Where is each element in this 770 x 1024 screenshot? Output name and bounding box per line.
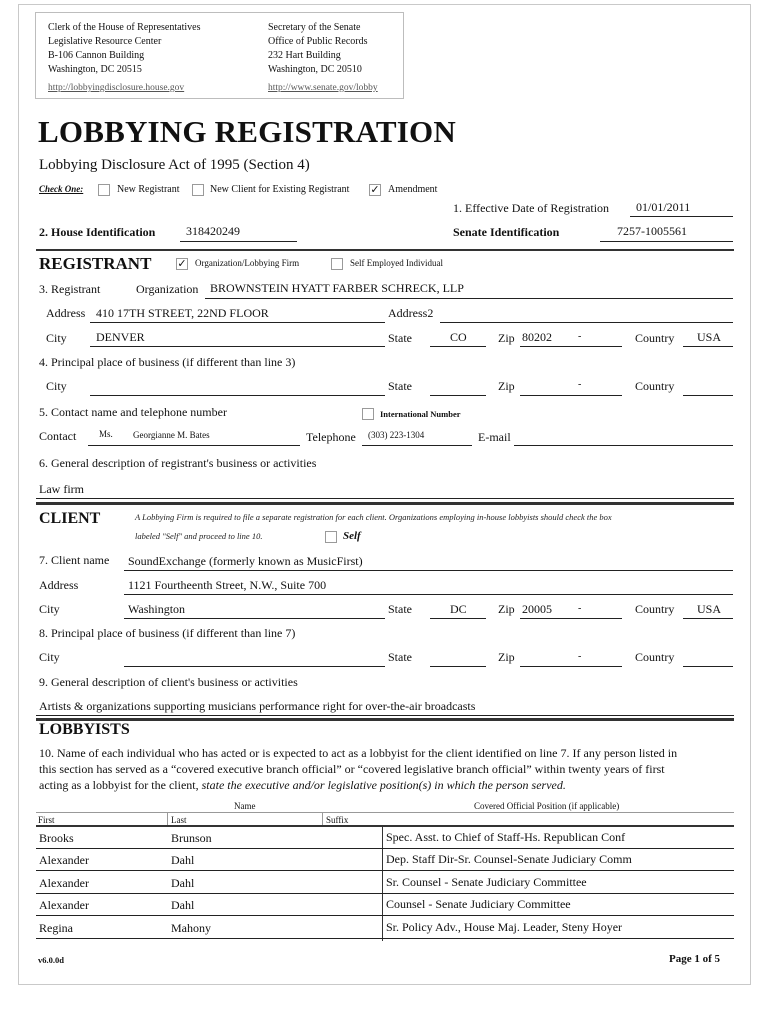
org-lobbying-firm-checkbox[interactable] xyxy=(176,258,188,270)
house-id-value[interactable]: 318420249 xyxy=(186,224,240,238)
client-principal-zip-label: Zip xyxy=(498,650,515,664)
table-row-rule xyxy=(36,848,734,849)
new-client-label: New Client for Existing Registrant xyxy=(210,184,350,195)
telephone-value[interactable]: (303) 223-1304 xyxy=(368,430,425,440)
client-name-label: 7. Client name xyxy=(39,553,110,567)
country-value[interactable]: USA xyxy=(697,330,722,344)
contact-prefix[interactable]: Ms. xyxy=(99,429,113,439)
lobbyists-intro-line2: this section has served as a “covered executive branch official” or “covered legislative branch official” within twenty years of first xyxy=(39,762,665,776)
column-divider xyxy=(322,813,323,825)
table-row-rule xyxy=(36,915,734,916)
self-employed-checkbox[interactable] xyxy=(331,258,343,270)
principal-zip-underline xyxy=(520,395,622,396)
client-zip-dash: - xyxy=(578,603,582,614)
amendment-label: Amendment xyxy=(388,184,438,195)
effective-date-underline xyxy=(630,216,733,217)
principal-country-label: Country xyxy=(635,379,675,393)
contact-underline xyxy=(88,445,300,446)
organization-value[interactable]: BROWNSTEIN HYATT FARBER SCHRECK, LLP xyxy=(210,281,464,295)
new-registrant-checkbox[interactable] xyxy=(98,184,110,196)
table-row-first: Brooks xyxy=(39,831,74,845)
email-underline xyxy=(514,445,733,446)
check-one-label: Check One: xyxy=(39,184,84,194)
contact-section-label: 5. Contact name and telephone number xyxy=(39,405,227,419)
client-address-label: Address xyxy=(39,578,79,592)
table-row-position: Sr. Policy Adv., House Maj. Leader, Steny Hoyer xyxy=(386,920,623,934)
city-underline xyxy=(90,346,385,347)
table-row-first: Alexander xyxy=(39,898,89,912)
table-row-position: Counsel - Senate Judiciary Committee xyxy=(386,897,571,911)
principal-zip-dash: - xyxy=(578,379,582,390)
client-business-underline xyxy=(36,715,734,716)
client-principal-state-label: State xyxy=(388,650,412,664)
suffix-header: Suffix xyxy=(326,815,349,825)
new-client-checkbox[interactable] xyxy=(192,184,204,196)
zip-label: Zip xyxy=(498,331,515,345)
self-label: Self xyxy=(343,530,361,542)
state-label: State xyxy=(388,331,412,345)
section-divider xyxy=(36,249,734,251)
zip-value[interactable]: 80202 xyxy=(522,330,552,344)
checkmark-icon: ✓ xyxy=(177,257,187,270)
client-note-line2: labeled "Self" and proceed to line 10. xyxy=(135,531,263,541)
client-principal-country-label: Country xyxy=(635,650,675,664)
page-title: LOBBYING REGISTRATION xyxy=(38,114,456,149)
house-id-underline xyxy=(180,241,297,242)
address-value[interactable]: 410 17TH STREET, 22ND FLOOR xyxy=(96,306,269,320)
client-address-underline xyxy=(124,594,733,595)
first-name-header: First xyxy=(38,815,55,825)
client-principal-state-underline xyxy=(430,666,486,667)
section-divider xyxy=(36,718,734,721)
senate-website-link[interactable]: http://www.senate.gov/lobby xyxy=(268,83,378,93)
client-country-value[interactable]: USA xyxy=(697,602,722,616)
client-address-value[interactable]: 1121 Fourtheenth Street, N.W., Suite 700 xyxy=(128,578,327,592)
telephone-underline xyxy=(362,445,472,446)
client-principal-place-label: 8. Principal place of business (if different than line 7) xyxy=(39,626,296,640)
registrant-heading: REGISTRANT xyxy=(39,254,152,273)
principal-city-underline xyxy=(90,395,385,396)
table-row-position: Sr. Counsel - Senate Judiciary Committee xyxy=(386,875,587,889)
page-subtitle: Lobbying Disclosure Act of 1995 (Section 4) xyxy=(39,157,310,173)
house-id-label: 2. House Identification xyxy=(39,225,156,239)
organization-underline xyxy=(205,298,733,299)
principal-state-underline xyxy=(430,395,486,396)
house-office-address: Clerk of the House of Representatives Legislative Resource Center B-106 Cannon Building Washington, DC 20515 xyxy=(48,22,201,75)
client-principal-city-label: City xyxy=(39,650,60,664)
position-group-header: Covered Official Position (if applicable) xyxy=(474,801,620,811)
client-business-label: 9. General description of client's business or activities xyxy=(39,675,298,689)
principal-state-label: State xyxy=(388,379,412,393)
table-row-rule xyxy=(36,870,734,871)
self-checkbox[interactable] xyxy=(325,531,337,543)
client-zip-value[interactable]: 20005 xyxy=(522,602,552,616)
senate-id-underline xyxy=(600,241,733,242)
client-country-underline xyxy=(683,618,733,619)
address-underline xyxy=(90,322,385,323)
client-name-underline xyxy=(124,570,733,571)
table-row-position: Dep. Staff Dir-Sr. Counsel-Senate Judiciary Comm xyxy=(386,852,632,866)
client-state-label: State xyxy=(388,602,412,616)
lobbyists-intro-line3: acting as a lobbyist for the client, state the executive and/or legislative position(s) in which the person served. xyxy=(39,778,566,792)
table-row-rule xyxy=(36,938,734,939)
international-number-label: International Number xyxy=(380,409,461,419)
table-row-first: Alexander xyxy=(39,853,89,867)
client-heading: CLIENT xyxy=(39,510,101,527)
table-row-last: Brunson xyxy=(171,831,212,845)
client-name-value[interactable]: SoundExchange (formerly known as MusicFirst) xyxy=(128,554,363,568)
lobbyists-intro-line1: 10. Name of each individual who has acted or is expected to act as a lobbyist for the client identified on line 7. If any person listed in xyxy=(39,746,678,760)
client-principal-country-underline xyxy=(683,666,733,667)
city-value[interactable]: DENVER xyxy=(96,330,145,344)
client-city-value[interactable]: Washington xyxy=(128,602,186,616)
address-label: Address xyxy=(46,306,86,320)
organization-label: Organization xyxy=(136,282,199,296)
form-page xyxy=(18,4,751,985)
city-label: City xyxy=(46,331,67,345)
self-employed-label: Self Employed Individual xyxy=(350,258,443,268)
section-divider xyxy=(36,502,734,505)
client-principal-zip-dash: - xyxy=(578,651,582,662)
senate-id-value[interactable]: 7257-1005561 xyxy=(617,224,687,238)
page-number: Page 1 of 5 xyxy=(669,953,721,965)
new-registrant-label: New Registrant xyxy=(117,184,180,195)
amendment-checkbox[interactable] xyxy=(369,184,381,196)
principal-city-label: City xyxy=(46,379,67,393)
zip-dash: - xyxy=(578,331,582,342)
table-row-last: Dahl xyxy=(171,853,195,867)
client-state-value[interactable]: DC xyxy=(450,602,467,616)
state-underline xyxy=(430,346,486,347)
client-principal-zip-underline xyxy=(520,666,622,667)
lobbyists-heading: LOBBYISTS xyxy=(39,721,130,738)
table-header-rule xyxy=(36,812,734,813)
table-row-position: Spec. Asst. to Chief of Staff-Hs. Republican Conf xyxy=(386,830,626,844)
table-row-last: Dahl xyxy=(171,876,195,890)
principal-country-underline xyxy=(683,395,733,396)
client-city-underline xyxy=(124,618,385,619)
table-header-bottom-rule xyxy=(36,825,734,827)
country-underline xyxy=(683,346,733,347)
registrant-line3-label: 3. Registrant xyxy=(39,282,101,296)
zip-underline xyxy=(520,346,622,347)
email-label: E-mail xyxy=(478,430,511,444)
column-divider xyxy=(167,813,168,825)
house-website-link[interactable]: http://lobbyingdisclosure.house.gov xyxy=(48,83,185,93)
form-version: v6.0.0d xyxy=(38,955,64,965)
position-column-divider xyxy=(382,827,383,941)
table-row-first: Regina xyxy=(39,921,73,935)
table-row-rule xyxy=(36,893,734,894)
registrant-business-value[interactable]: Law firm xyxy=(39,482,84,496)
contact-label: Contact xyxy=(39,429,77,443)
client-business-value[interactable]: Artists & organizations supporting musicians performance right for over-the-air broadcasts xyxy=(39,699,476,713)
client-city-label: City xyxy=(39,602,60,616)
org-lobbying-firm-label: Organization/Lobbying Firm xyxy=(195,258,300,268)
checkmark-icon: ✓ xyxy=(370,183,380,196)
effective-date-label: 1. Effective Date of Registration xyxy=(453,201,610,215)
last-name-header: Last xyxy=(171,815,187,825)
senate-office-address: Secretary of the Senate Office of Public Records 232 Hart Building Washington, DC 20510 xyxy=(268,22,368,75)
client-zip-underline xyxy=(520,618,622,619)
contact-name[interactable]: Georgianne M. Bates xyxy=(133,430,210,440)
name-group-header: Name xyxy=(234,801,256,811)
registrant-business-underline xyxy=(36,498,734,499)
table-row-first: Alexander xyxy=(39,876,89,890)
client-note-line1: A Lobbying Firm is required to file a separate registration for each client. Organizations employing in-house lobbyists should check the box xyxy=(135,512,612,522)
principal-zip-label: Zip xyxy=(498,379,515,393)
registrant-business-label: 6. General description of registrant's business or activities xyxy=(39,456,317,470)
address2-underline xyxy=(440,322,733,323)
effective-date-value[interactable]: 01/01/2011 xyxy=(636,200,691,214)
table-row-last: Dahl xyxy=(171,898,195,912)
address2-label: Address2 xyxy=(388,306,434,320)
table-row-last: Mahony xyxy=(171,921,211,935)
state-value[interactable]: CO xyxy=(450,330,467,344)
client-country-label: Country xyxy=(635,602,675,616)
client-principal-city-underline xyxy=(124,666,385,667)
client-state-underline xyxy=(430,618,486,619)
client-zip-label: Zip xyxy=(498,602,515,616)
telephone-label: Telephone xyxy=(306,430,356,444)
international-number-checkbox[interactable] xyxy=(362,408,374,420)
senate-id-label: Senate Identification xyxy=(453,225,560,239)
country-label: Country xyxy=(635,331,675,345)
principal-place-label: 4. Principal place of business (if different than line 3) xyxy=(39,355,296,369)
